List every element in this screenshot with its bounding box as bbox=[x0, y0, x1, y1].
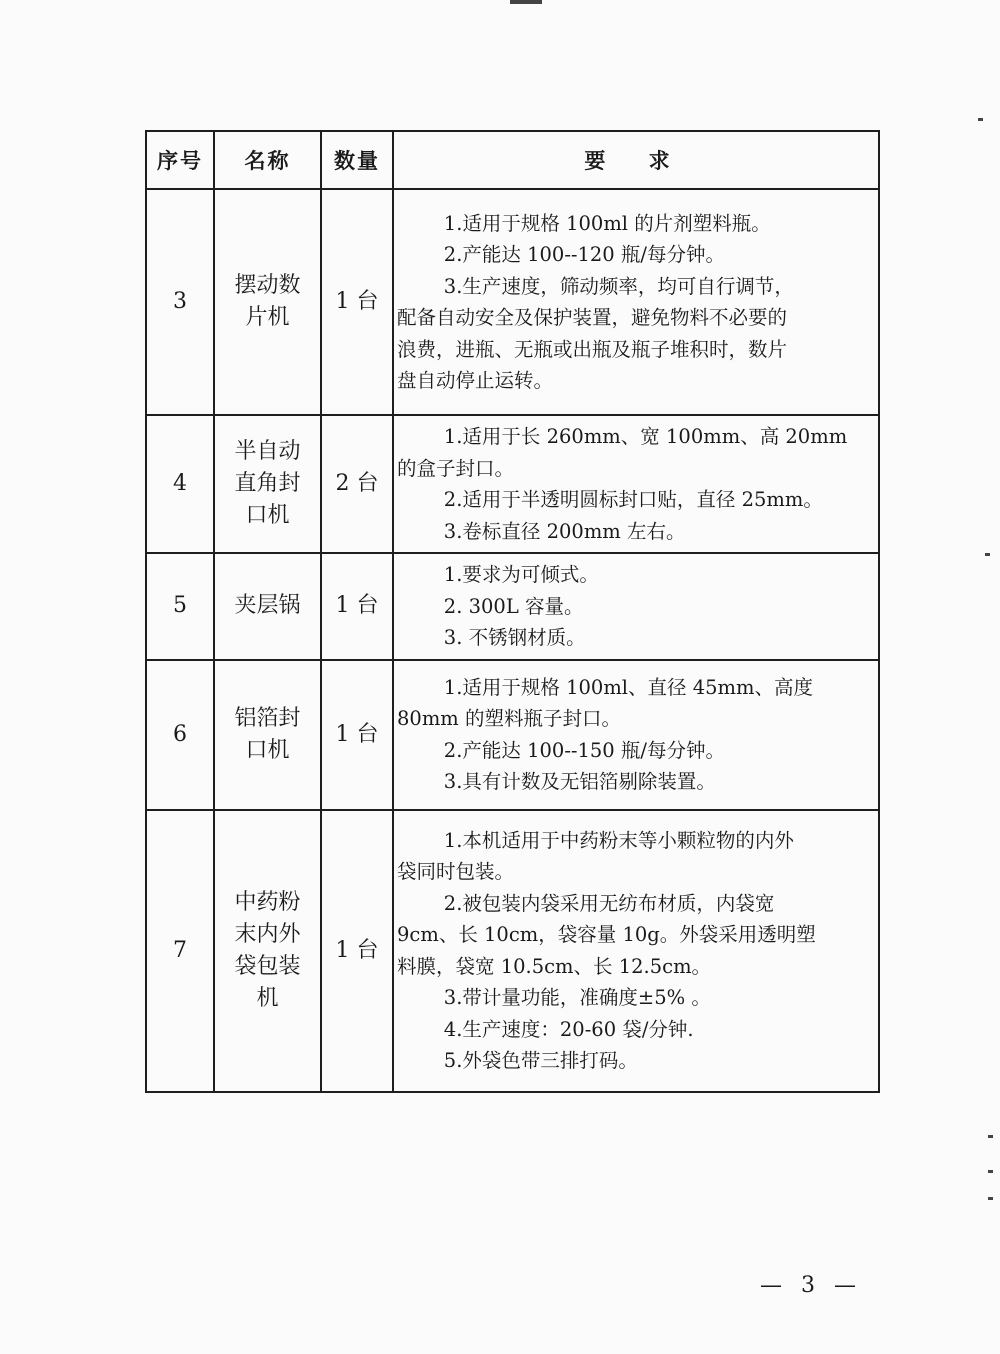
table-row bbox=[146, 189, 879, 415]
cell-no: 6 bbox=[146, 660, 214, 810]
requirement-line: 1.本机适用于中药粉末等小颗粒物的内外 bbox=[443, 828, 794, 852]
header-no: 序号 bbox=[146, 131, 214, 189]
header-name: 名称 bbox=[214, 131, 321, 189]
requirement-line: 3. 不锈钢材质。 bbox=[443, 626, 586, 649]
requirement-line: 3.具有计数及无铝箔剔除装置。 bbox=[443, 770, 716, 793]
cell-no: 7 bbox=[146, 810, 214, 1092]
cell-no: 5 bbox=[146, 553, 214, 660]
table-body bbox=[146, 189, 879, 1092]
requirement-line: 2.被包装内袋采用无纺布材质，内袋宽 bbox=[443, 891, 775, 915]
requirement-line: 1.要求为可倾式。 bbox=[443, 563, 599, 586]
requirement-line: 盘自动停止运转。 bbox=[397, 369, 554, 392]
cell-requirements bbox=[393, 189, 879, 415]
table-row bbox=[146, 415, 879, 553]
scan-mark bbox=[988, 1135, 993, 1138]
cell-no: 3 bbox=[146, 189, 214, 415]
table-row bbox=[146, 553, 879, 660]
cell-qty: 2 台 bbox=[321, 415, 393, 553]
cell-qty: 1 台 bbox=[321, 553, 393, 660]
requirement-line: 2.产能达 100--120 瓶/每分钟。 bbox=[443, 243, 725, 266]
cell-requirements bbox=[393, 415, 879, 553]
cell-qty: 1 台 bbox=[321, 189, 393, 415]
cell-requirements bbox=[393, 810, 879, 1092]
requirement-line: 3.带计量功能，准确度±5% 。 bbox=[443, 986, 711, 1009]
requirement-line: 5.外袋色带三排打码。 bbox=[443, 1049, 638, 1072]
cell-name bbox=[214, 810, 321, 1092]
equipment-name: 夹层锅 bbox=[234, 593, 301, 619]
table-row bbox=[146, 810, 879, 1092]
cell-name bbox=[214, 660, 321, 810]
cell-requirements bbox=[393, 553, 879, 660]
requirement-line: 2.产能达 100--150 瓶/每分钟。 bbox=[443, 738, 725, 762]
cell-name bbox=[214, 189, 321, 415]
scan-mark bbox=[510, 0, 542, 4]
cell-no: 4 bbox=[146, 415, 214, 553]
requirement-line: 配备自动安全及保护装置，避免物料不必要的 bbox=[397, 306, 788, 329]
page-number: — 3 — bbox=[760, 1273, 862, 1298]
cell-requirements bbox=[393, 660, 879, 810]
cell-name bbox=[214, 415, 321, 553]
cell-name bbox=[214, 553, 321, 660]
requirement-line: 4.生产速度：20-60 袋/分钟. bbox=[443, 1017, 694, 1041]
cell-qty: 1 台 bbox=[321, 660, 393, 810]
equipment-name: 半自动直角封口机 bbox=[234, 439, 301, 528]
requirement-line: 1.适用于规格 100ml、直径 45mm、高度 bbox=[443, 675, 814, 699]
scan-mark bbox=[978, 118, 983, 121]
equipment-name: 中药粉末内外袋包装机 bbox=[234, 889, 301, 1011]
requirement-line: 80mm 的塑料瓶子封口。 bbox=[397, 707, 621, 730]
equipment-name: 摆动数片机 bbox=[234, 273, 301, 330]
requirement-line: 3.生产速度，筛动频率，均可自行调节， bbox=[443, 274, 794, 298]
requirement-line: 2.适用于半透明圆标封口贴，直径 25mm。 bbox=[443, 488, 823, 511]
requirement-line: 浪费，进瓶、无瓶或出瓶及瓶子堆积时，数片 bbox=[397, 337, 788, 361]
requirement-line: 3.卷标直径 200mm 左右。 bbox=[443, 519, 686, 543]
equipment-name: 铝箔封口机 bbox=[234, 705, 301, 763]
equipment-spec-table bbox=[145, 130, 880, 1093]
requirement-line: 2. 300L 容量。 bbox=[443, 594, 584, 618]
requirement-line: 料膜，袋宽 10.5cm、长 12.5cm。 bbox=[397, 954, 712, 978]
requirement-line: 的盒子封口。 bbox=[397, 456, 515, 480]
requirement-line: 9cm、长 10cm，袋容量 10g。外袋采用透明塑 bbox=[397, 923, 816, 946]
header-qty: 数量 bbox=[321, 131, 393, 189]
table-header-row bbox=[146, 131, 879, 189]
cell-qty: 1 台 bbox=[321, 810, 393, 1092]
requirement-line: 袋同时包装。 bbox=[397, 860, 515, 883]
scan-mark bbox=[988, 1170, 993, 1173]
requirement-line: 1.适用于规格 100ml 的片剂塑料瓶。 bbox=[443, 211, 771, 235]
requirement-line: 1.适用于长 260mm、宽 100mm、高 20mm bbox=[443, 425, 848, 448]
scan-mark bbox=[985, 553, 990, 556]
table-row bbox=[146, 660, 879, 810]
header-requirements: 要 求 bbox=[393, 131, 879, 189]
scan-mark bbox=[988, 1197, 993, 1200]
